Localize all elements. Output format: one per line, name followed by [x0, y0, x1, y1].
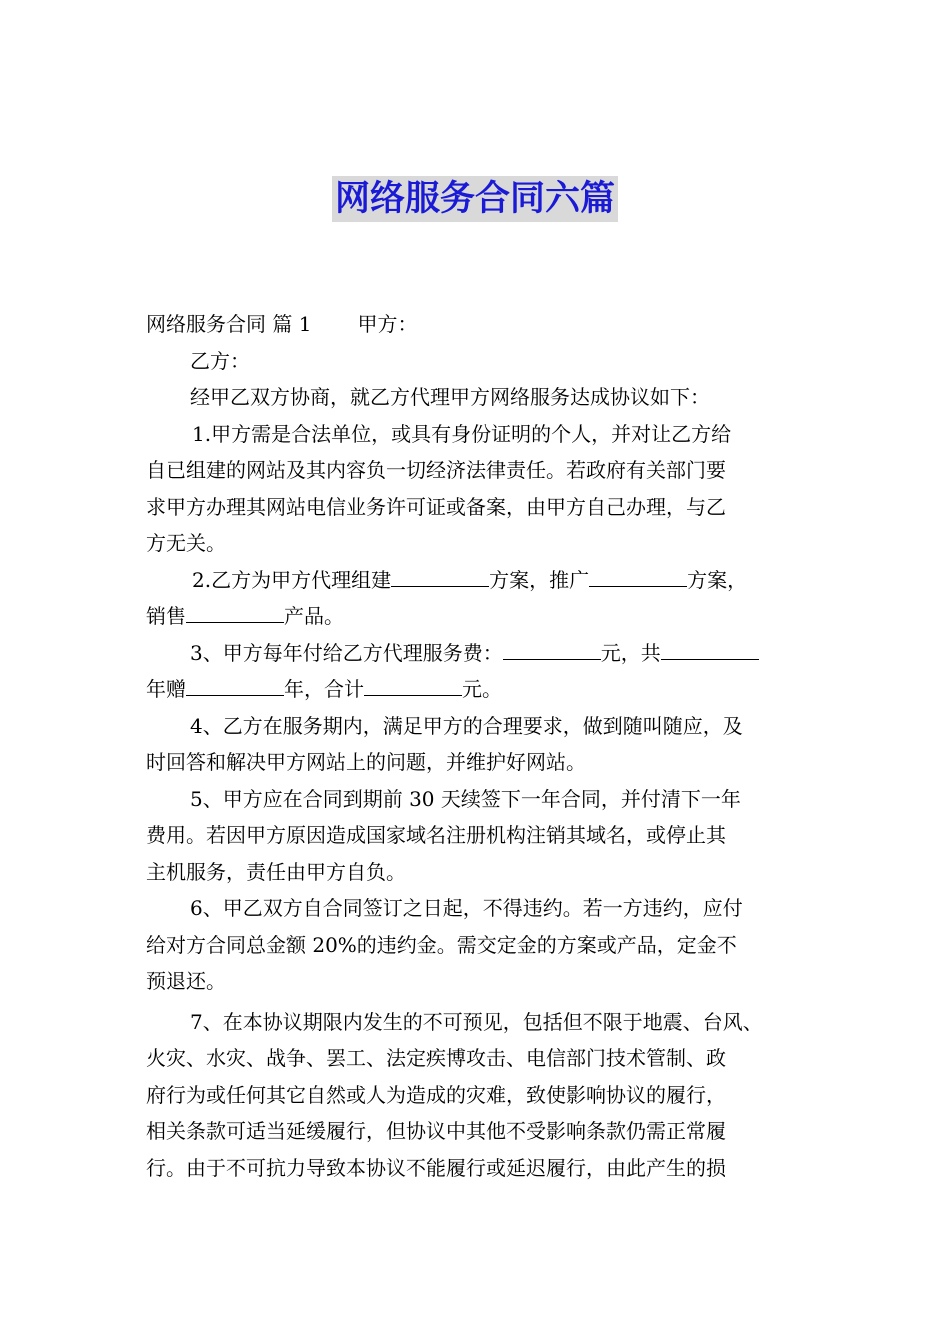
clause-text: 相关条款可适当延缓履行，但协议中其他不受影响条款仍需正常履 — [146, 1119, 726, 1143]
clause-text: 预退还。 — [146, 969, 226, 993]
clause-text: 方无关。 — [146, 531, 226, 555]
clause-text: 7、在本协议期限内发生的不可预见，包括但不限于地震、台风、 — [190, 1009, 763, 1034]
clause-5-line — [146, 781, 814, 818]
clause-text: 2.乙方为甲方代理组建 — [192, 567, 392, 592]
clause-text: 销售 — [146, 604, 186, 628]
intro-line — [146, 379, 814, 416]
blank-field — [186, 677, 284, 696]
clause-text: 年，合计 — [284, 677, 364, 701]
clause-1-line — [146, 489, 814, 526]
clause-text: 自已组建的网站及其内容负一切经济法律责任。若政府有关部门要 — [146, 458, 726, 482]
clause-text: 给对方合同总金额 20%的违约金。需交定金的方案或产品，定金不 — [146, 932, 737, 957]
clause-text: 年赠 — [146, 677, 186, 701]
clause-text: 方案，推广 — [489, 567, 590, 592]
intro-text: 经甲乙双方协商，就乙方代理甲方网络服务达成协议如下： — [190, 385, 710, 409]
clause-text: 4、乙方在服务期内，满足甲方的合理要求，做到随叫随应，及 — [190, 713, 743, 738]
clause-3-line — [146, 635, 814, 672]
clause-4-line — [146, 708, 814, 745]
clause-text: 5、甲方应在合同到期前 30 天续签下一年合同，并付清下一年 — [190, 786, 741, 811]
clause-4-line — [146, 744, 814, 781]
clause-text: 1.甲方需是合法单位，或具有身份证明的个人，并对让乙方给 — [192, 421, 732, 446]
clause-2-line — [146, 598, 814, 635]
document-body — [146, 306, 814, 1186]
clause-1-line — [146, 525, 814, 562]
clause-3-line — [146, 671, 814, 708]
clause-text: 行。由于不可抗力导致本协议不能履行或延迟履行，由此产生的损 — [146, 1155, 726, 1180]
clause-text: 方案， — [687, 567, 748, 592]
title-container — [0, 176, 950, 222]
clause-text: 产品。 — [284, 604, 344, 628]
party-b-label: 乙方： — [190, 348, 250, 373]
blank-field — [391, 568, 489, 587]
clause-7-line — [146, 1004, 814, 1041]
clause-6-line — [146, 963, 814, 1000]
clause-text: 主机服务，责任由甲方自负。 — [146, 859, 406, 884]
clause-6-line — [146, 927, 814, 964]
party-a-label: 甲方： — [357, 312, 418, 336]
document-title: 网络服务合同六篇 — [332, 176, 618, 222]
clause-1-line — [146, 452, 814, 489]
clause-text: 火灾、水灾、战争、罢工、法定疾博攻击、电信部门技术管制、政 — [146, 1046, 726, 1070]
clause-text: 6、甲乙双方自合同签订之日起，不得违约。若一方违约，应付 — [190, 896, 743, 920]
clause-text: 3、甲方每年付给乙方代理服务费： — [190, 640, 503, 665]
clause-2-line — [146, 562, 814, 599]
clause-6-line — [146, 890, 814, 927]
clause-text: 元，共 — [600, 640, 661, 665]
section-heading-line — [146, 306, 814, 343]
clause-1-line — [146, 416, 814, 453]
clause-text: 府行为或任何其它自然或人为造成的灾难，致使影响协议的履行， — [146, 1082, 726, 1107]
blank-field — [661, 641, 759, 660]
party-b-line — [146, 343, 814, 380]
clause-text: 元。 — [462, 677, 502, 701]
clause-text: 费用。若因甲方原因造成国家域名注册机构注销其域名，或停止其 — [146, 823, 726, 847]
blank-field — [503, 641, 601, 660]
clause-7-line — [146, 1077, 814, 1114]
clause-7-line — [146, 1113, 814, 1150]
blank-field — [589, 568, 687, 587]
clause-7-line — [146, 1040, 814, 1077]
clause-text: 求甲方办理其网站电信业务许可证或备案，由甲方自己办理，与乙 — [146, 494, 726, 519]
section-heading: 网络服务合同 篇 1 — [146, 312, 312, 336]
blank-field — [186, 604, 284, 623]
blank-field — [364, 677, 462, 696]
clause-5-line — [146, 854, 814, 891]
clause-text: 时回答和解决甲方网站上的问题，并维护好网站。 — [146, 750, 586, 774]
clause-7-line — [146, 1150, 814, 1187]
clause-5-line — [146, 817, 814, 854]
